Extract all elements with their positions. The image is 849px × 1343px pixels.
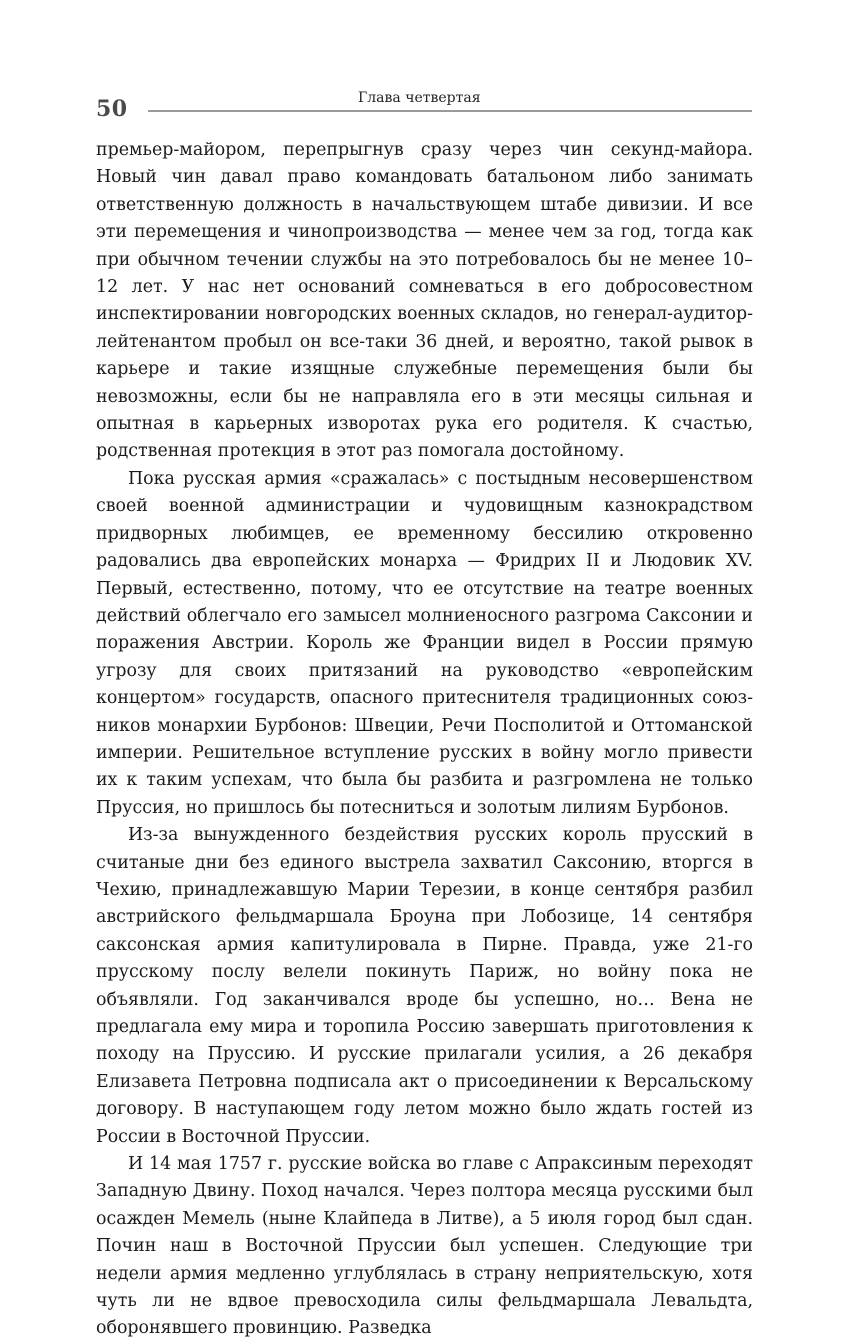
paragraph: И 14 мая 1757 г. русские войска во главе с Апраксиным переходят Западную Двину. Поход начался. Через полтора месяца русскими был осажден Мемель (ныне Клайпеда в Литве), а 5 июля город был сдан. Почин наш в Восточной Пруссии был успешен. Следующие три недели армия медленно углублялась в страну неприятельскую, хотя чуть ли не вдвое превосходила силы фельдмаршала Левальдта, оборонявшего провинцию. Разведка bbox=[96, 1154, 753, 1339]
header-rule bbox=[148, 110, 752, 112]
paragraph: Из-за вынужденного бездействия русских король прусский в считаные дни без единого выстрела захватил Саксонию, вторгся в Чехию, принадлежавшую Марии Терезии, в конце сентября разбил австрийского фельдмаршала Броуна при Лобозице, 14 сентября саксонская армия капитулировала в Пирне. Правда, уже 21-го прусскому послу велели покинуть Париж, но войну пока не объявляли. Год заканчивался вроде бы успешно, но… Вена не предлагала ему мира и торопила Россию завершать приготовления к походу на Пруссию. И русские прилагали усилия, а 26 декабря Елизавета Петровна подписала акт о присоединении к Версальскому договору. В наступающем году летом можно было ждать гостей из России в Восточной Пруссии. bbox=[96, 825, 753, 1147]
page-number: 50 bbox=[96, 96, 128, 122]
paragraph: Пока русская армия «сражалась» с постыдным несовершенством своей военной администрации и чудовищным казнокрадством придворных любимцев, ее временному бессилию откровенно радовались два европейских монарха — Фридрих II и Людовик XV. Первый, естественно, потому, что ее отсутствие на театре военных действий облегчало его замысел молниеносного разгрома Саксонии и поражения Австрии. Король же Франции видел в России прямую угрозу для своих притязаний на руководство «европейским концертом» государств, опасного притеснителя традиционных союзников монархии Бурбонов: Швеции, Речи Посполитой и Оттоманской империи. Решительное вступление русских в войну могло привести их к таким успехам, что была бы разбита и разгромлена не только Пруссия, но пришлось бы потесниться и золотым лилиям Бурбонов. bbox=[96, 468, 753, 818]
paragraph-continued: премьер-майором, перепрыгнув сразу через чин секунд-майора. Новый чин давал право командовать батальоном либо занимать ответственную должность в начальствующем штабе дивизии. И все эти перемещения и чинопроизводства — менее чем за год, тогда как при обычном течении службы на это потребовалось бы не менее 10–12 лет. У нас нет оснований сомневаться в его добросовестном инспектировании новгородских военных складов, но генерал-аудитор-лейтенантом пробыл он все-таки 36 дней, и вероятно, такой рывок в карьере и такие изящные служебные перемещения были бы невозможны, если бы не направляла его в эти месяцы сильная и опытная в карьерных изворотах рука его родителя. К счастью, родственная протекция в этот раз помогала достойному. bbox=[96, 140, 753, 462]
chapter-running-head: Глава четвертая bbox=[358, 90, 481, 106]
body-text bbox=[96, 137, 753, 1343]
